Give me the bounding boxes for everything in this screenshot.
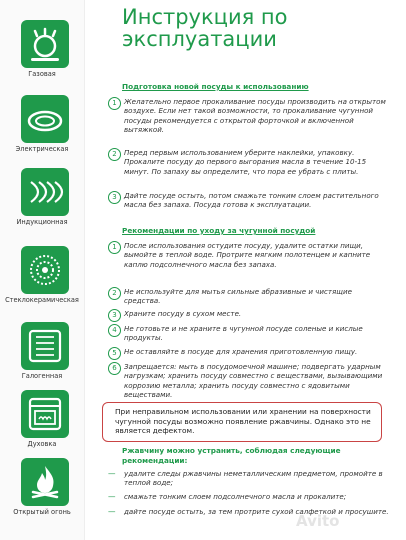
stove-label: Стеклокерамическая <box>5 296 79 304</box>
warning-text: При неправильном использовании или хранении на поверхности чугунной посуды возможно появление ржавчины. Однако это не является дефектом. <box>115 407 371 436</box>
tip-text: дайте посуде остыть, за тем протрите сухой салфеткой и просушите. <box>124 507 389 516</box>
tip-text: удалите следы ржавчины неметаллическим предметом, промойте в теплой воде; <box>124 469 383 488</box>
electric-hob-icon <box>21 95 69 143</box>
step-text: Не оставляйте в посуде для хранения приготовленную пищу. <box>124 347 358 356</box>
stove-label: Духовка <box>27 440 57 448</box>
open-fire-icon <box>21 458 69 506</box>
step-number: 5 <box>108 347 121 360</box>
dash-bullet: — <box>108 507 116 516</box>
step-number: 1 <box>108 241 121 254</box>
step-text: Не готовьте и не храните в чугунной посуде соленые и кислые продукты. <box>124 324 363 343</box>
step-text: После использования остудите посуду, удалите остатки пищи, вымойте в теплой воде. Протрите мягким полотенцем и капните каплю подсолнечного масла без запаха. <box>124 241 371 269</box>
glass-ceramic-hob-icon <box>21 246 69 294</box>
step-number: 3 <box>108 309 121 322</box>
step-text: Запрещается: мыть в посудомоечной машине; подвергать ударным нагрузкам; хранить посуду совместно с веществами, вызывающими коррозию металла; хранить посуду совместно с ядовитыми веществами. <box>124 362 383 400</box>
stove-label: Газовая <box>28 70 56 78</box>
oven-icon <box>21 390 69 438</box>
stove-label: Открытый огонь <box>13 508 71 516</box>
stove-label: Галогенная <box>21 372 63 380</box>
step-number: 6 <box>108 362 121 375</box>
dash-bullet: — <box>108 469 116 478</box>
instructions-content <box>88 0 406 540</box>
section-heading-rust: Ржавчину можно устранить, соблюдая следующие рекомендации: <box>122 446 341 465</box>
stove-label: Электрическая <box>15 145 69 153</box>
tip-text: смажьте тонким слоем подсолнечного масла и прокалите; <box>124 492 347 501</box>
step-text: Не используйте для мытья сильные абразивные и чистящие средства. <box>124 287 352 306</box>
step-number: 2 <box>108 287 121 300</box>
step-number: 4 <box>108 324 121 337</box>
step-text: Перед первым использованием уберите наклейки, упаковку. Прокалите посуду до первого выгорания масла в течение 10-15 минут. По запаху вы определите, что пора ее убрать с плиты. <box>124 148 367 176</box>
section-heading-care: Рекомендации по уходу за чугунной посудой <box>122 226 316 235</box>
page-title: Инструкция по эксплуатации <box>122 5 288 51</box>
cooktop-types-sidebar <box>0 0 85 540</box>
stove-label: Индукционная <box>16 218 68 226</box>
dash-bullet: — <box>108 492 116 501</box>
step-text: Желательно первое прокаливание посуды производить на открытом воздухе. Если нет такой возможности, то прокаливание чугунной посуды рекомендуется с открытой форточкой и включенной вытяжкой. <box>124 97 386 135</box>
step-text: Дайте посуде остыть, потом смажьте тонким слоем растительного масла без запаха. Посуда готова к эксплуатации. <box>124 191 379 210</box>
halogen-hob-icon <box>21 322 69 370</box>
gas-burner-icon <box>21 20 69 68</box>
step-number: 2 <box>108 148 121 161</box>
step-number: 1 <box>108 97 121 110</box>
rust-warning-box <box>102 402 382 442</box>
step-number: 3 <box>108 191 121 204</box>
step-text: Храните посуду в сухом месте. <box>124 309 242 318</box>
section-heading-preparation: Подготовка новой посуды к использованию <box>122 82 309 91</box>
avito-watermark: Avito <box>296 512 340 530</box>
induction-coil-icon <box>21 168 69 216</box>
